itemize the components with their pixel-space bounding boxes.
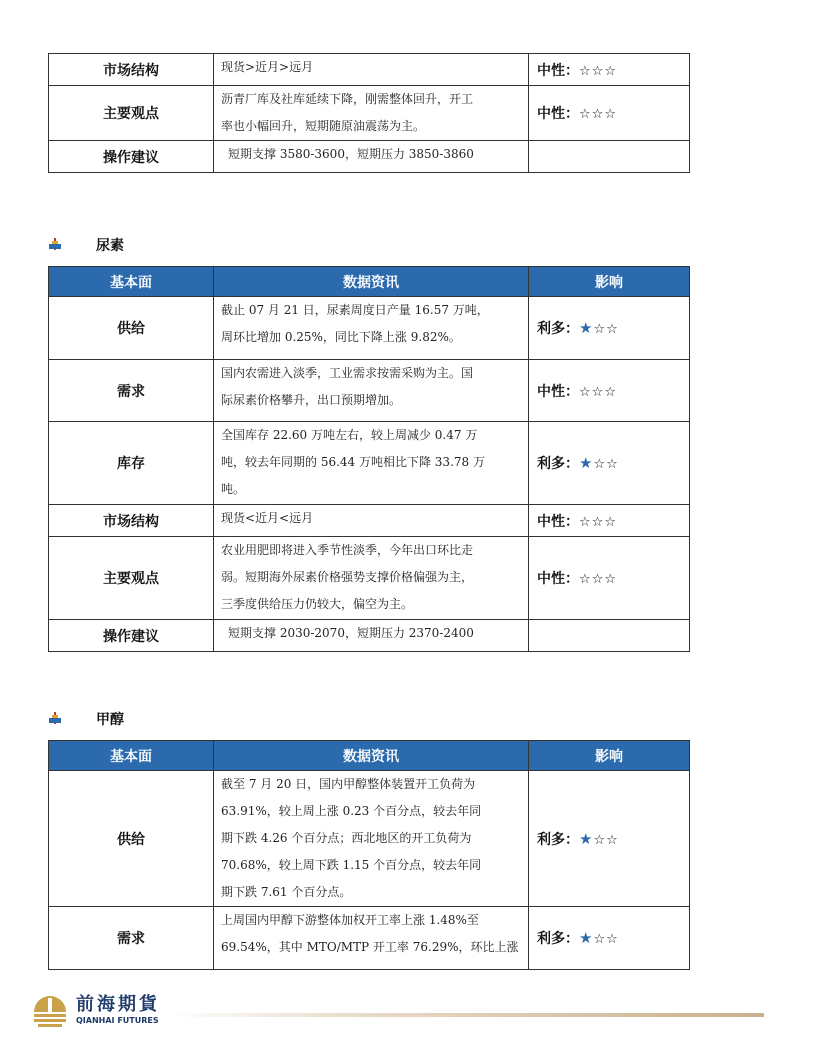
star-empty-icon: ☆ [604, 107, 617, 122]
info-line: 现货>近月>远月 [221, 60, 314, 74]
star-filled-icon: ★ [579, 929, 594, 947]
row-impact [529, 141, 690, 173]
star-filled-icon: ★ [579, 829, 594, 848]
row-label: 主要观点 [49, 86, 214, 141]
star-empty-icon: ☆ [606, 322, 619, 337]
row-label: 市场结构 [49, 54, 214, 86]
star-empty-icon: ☆ [604, 572, 617, 587]
impact-label: 中性： [537, 106, 579, 122]
header-impact: 影响 [529, 741, 690, 771]
info-line: 际尿素价格攀升，出口预期增加。 [221, 393, 402, 407]
info-line: 期下跌 7.61 个百分点。 [221, 885, 352, 899]
row-label: 操作建议 [49, 620, 214, 652]
row-info [214, 422, 529, 505]
row-info [214, 141, 529, 173]
info-line: 63.91%，较上周上涨 0.23 个百分点，较去年同 [221, 804, 482, 818]
impact-label: 中性： [537, 62, 579, 79]
info-line: 69.54%，其中 MTO/MTP 开工率 76.29%，环比上涨 [221, 940, 519, 954]
table-row [49, 297, 690, 360]
info-line: 周环比增加 0.25%，同比下降上涨 9.82%。 [221, 330, 461, 344]
table-row [49, 505, 690, 537]
logo-english-name: QIANHAI FUTURES [76, 1016, 159, 1025]
info-line: 短期支撑 2030-2070，短期压力 2370-2400 [228, 626, 474, 640]
row-impact [529, 297, 690, 360]
info-line: 短期支撑 3580-3600，短期压力 3850-3860 [228, 147, 474, 161]
table-row [49, 537, 690, 620]
info-line: 70.68%，较上周下跌 1.15 个百分点，较去年同 [221, 858, 482, 872]
impact-label: 中性： [537, 513, 579, 530]
star-filled-icon: ★ [579, 454, 594, 472]
impact-label: 中性： [537, 571, 579, 587]
row-info [214, 505, 529, 537]
star-empty-icon: ☆ [593, 832, 607, 848]
info-line: 弱。短期海外尿素价格强势支撑价格偏强为主， [221, 570, 474, 584]
row-info [214, 360, 529, 422]
logo-chinese-name: 前海期貨 [76, 994, 160, 1015]
star-filled-icon: ★ [579, 319, 594, 337]
section-bullet-icon [48, 238, 62, 252]
info-line: 率也小幅回升，短期随原油震荡为主。 [221, 119, 426, 133]
star-empty-icon: ☆ [579, 63, 592, 79]
row-impact [529, 907, 690, 970]
table-row [49, 422, 690, 505]
row-info [214, 620, 529, 652]
section-bullet-icon [48, 712, 62, 726]
row-info [214, 907, 529, 970]
star-empty-icon: ☆ [579, 384, 592, 400]
table-row [49, 907, 690, 970]
row-impact [529, 537, 690, 620]
star-empty-icon: ☆ [606, 932, 619, 947]
row-impact [529, 422, 690, 505]
row-label: 主要观点 [49, 537, 214, 620]
info-line: 上周国内甲醇下游整体加权开工率上涨 1.48%至 [221, 913, 479, 927]
table-row [49, 771, 690, 907]
star-empty-icon: ☆ [591, 107, 605, 122]
info-line: 全国库存 22.60 万吨左右，较上周减少 0.47 万 [221, 428, 478, 442]
info-line: 三季度供给压力仍较大，偏空为主。 [221, 597, 414, 611]
star-empty-icon: ☆ [591, 384, 605, 400]
row-label: 库存 [49, 422, 214, 505]
section-title-text: 甲醇 [96, 712, 124, 728]
row-impact [529, 86, 690, 141]
methanol-table [48, 740, 690, 970]
info-line: 截至 7 月 20 日，国内甲醇整体装置开工负荷为 [221, 777, 476, 791]
row-label: 供给 [49, 771, 214, 907]
star-empty-icon: ☆ [604, 384, 617, 400]
header-impact: 影响 [529, 267, 690, 297]
section-title-urea [48, 235, 124, 255]
logo-emblem-icon [30, 990, 70, 1030]
info-line: 现货<近月<远月 [221, 511, 314, 525]
row-label: 需求 [49, 360, 214, 422]
star-empty-icon: ☆ [606, 457, 619, 472]
star-empty-icon: ☆ [591, 572, 605, 587]
impact-label: 利多： [537, 931, 579, 947]
urea-table [48, 266, 690, 652]
table-row [49, 86, 690, 141]
star-empty-icon: ☆ [604, 514, 617, 530]
row-impact [529, 620, 690, 652]
section-title-text: 尿素 [96, 238, 124, 254]
info-line: 吨。 [221, 482, 246, 496]
row-info [214, 537, 529, 620]
star-empty-icon: ☆ [606, 832, 619, 848]
info-line: 农业用肥即将进入季节性淡季，今年出口环比走 [221, 543, 474, 557]
impact-label: 利多： [537, 831, 579, 848]
row-info [214, 86, 529, 141]
row-label: 市场结构 [49, 505, 214, 537]
row-info [214, 771, 529, 907]
table-row [49, 54, 690, 86]
row-label: 需求 [49, 907, 214, 970]
star-empty-icon: ☆ [593, 322, 607, 337]
info-line: 期下跌 4.26 个百分点；西北地区的开工负荷为 [221, 831, 472, 845]
star-empty-icon: ☆ [579, 514, 592, 530]
row-info [214, 54, 529, 86]
impact-label: 中性： [537, 383, 579, 400]
row-info [214, 297, 529, 360]
row-impact [529, 771, 690, 907]
header-data-info: 数据资讯 [214, 267, 529, 297]
star-empty-icon: ☆ [593, 457, 607, 472]
header-data-info: 数据资讯 [214, 741, 529, 771]
row-impact [529, 505, 690, 537]
section-title-methanol [48, 709, 124, 729]
info-line: 截止 07 月 21 日，尿素周度日产量 16.57 万吨， [221, 303, 489, 317]
info-line: 国内农需进入淡季，工业需求按需采购为主。国 [221, 366, 474, 380]
impact-label: 利多： [537, 321, 579, 337]
header-fundamentals: 基本面 [49, 267, 214, 297]
table-row [49, 141, 690, 173]
star-empty-icon: ☆ [579, 572, 592, 587]
impact-label: 利多： [537, 456, 579, 472]
header-fundamentals: 基本面 [49, 741, 214, 771]
info-line: 吨，较去年同期的 56.44 万吨相比下降 33.78 万 [221, 455, 485, 469]
company-logo [30, 990, 160, 1030]
asphalt-table [48, 53, 690, 173]
info-line: 沥青厂库及社库延续下降，刚需整体回升，开工 [221, 92, 474, 106]
footer-divider [168, 1013, 764, 1017]
star-empty-icon: ☆ [593, 932, 607, 947]
table-row [49, 360, 690, 422]
row-impact [529, 54, 690, 86]
star-empty-icon: ☆ [579, 107, 592, 122]
table-row [49, 620, 690, 652]
star-empty-icon: ☆ [591, 63, 605, 79]
star-empty-icon: ☆ [604, 63, 617, 79]
row-label: 供给 [49, 297, 214, 360]
star-empty-icon: ☆ [591, 514, 605, 530]
row-label: 操作建议 [49, 141, 214, 173]
row-impact [529, 360, 690, 422]
